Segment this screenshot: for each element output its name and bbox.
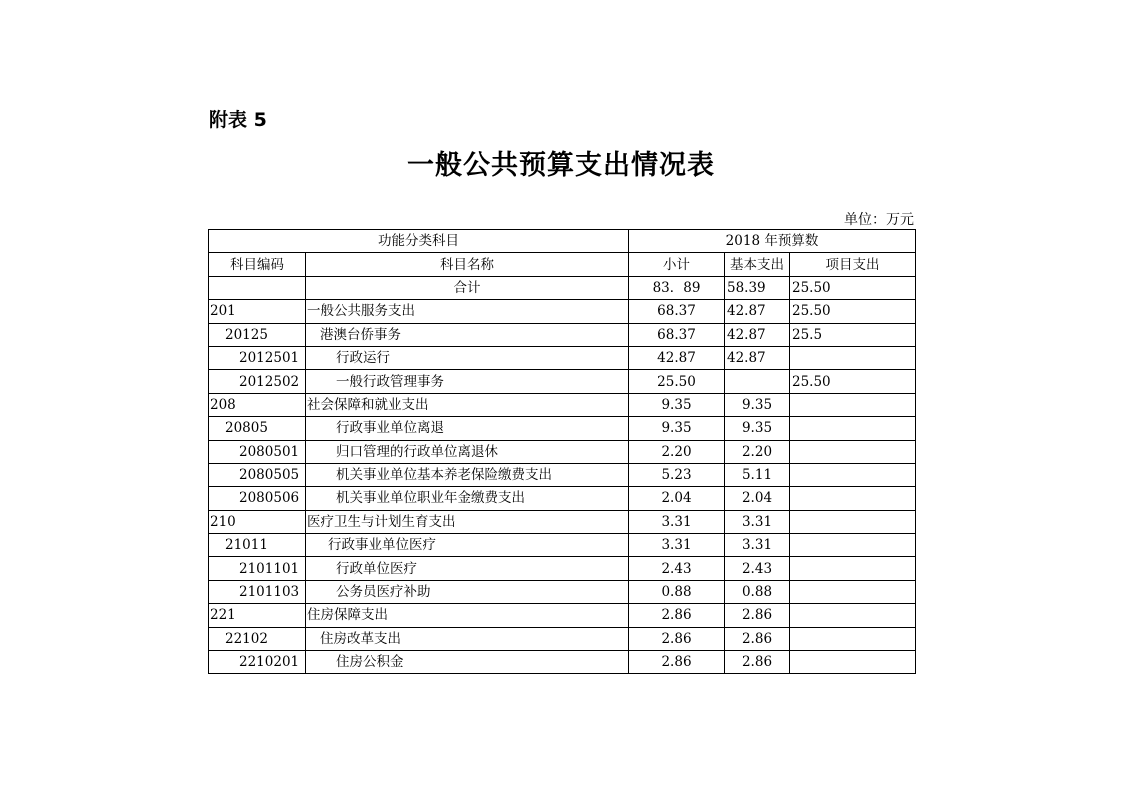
cell-basic	[725, 370, 790, 393]
table-row	[209, 463, 916, 486]
cell-code: 21011	[209, 534, 306, 557]
cell-name: 港澳台侨事务	[306, 323, 629, 346]
cell-name: 行政单位医疗	[306, 557, 629, 580]
cell-project	[790, 417, 916, 440]
cell-project	[790, 487, 916, 510]
cell-subtotal: 2.86	[629, 651, 725, 674]
cell-name: 公务员医疗补助	[306, 580, 629, 603]
cell-basic: 2.20	[725, 440, 790, 463]
cell-project	[790, 604, 916, 627]
table-row	[209, 440, 916, 463]
cell-name: 医疗卫生与计划生育支出	[306, 510, 629, 533]
cell-basic: 42.87	[725, 300, 790, 323]
cell-name: 社会保障和就业支出	[306, 393, 629, 416]
cell-code: 2012501	[209, 346, 306, 369]
cell-subtotal: 2.86	[629, 604, 725, 627]
cell-code: 2080506	[209, 487, 306, 510]
cell-name: 行政事业单位离退	[306, 417, 629, 440]
cell-subtotal: 0.88	[629, 580, 725, 603]
cell-basic: 58.39	[725, 276, 790, 299]
cell-code: 2101101	[209, 557, 306, 580]
cell-subtotal: 5.23	[629, 463, 725, 486]
cell-subtotal: 2.04	[629, 487, 725, 510]
cell-subtotal: 3.31	[629, 510, 725, 533]
cell-name: 行政事业单位医疗	[306, 534, 629, 557]
cell-name: 一般公共服务支出	[306, 300, 629, 323]
cell-code: 221	[209, 604, 306, 627]
table-row	[209, 651, 916, 674]
cell-basic: 42.87	[725, 346, 790, 369]
cell-subtotal: 2.43	[629, 557, 725, 580]
cell-code: 22102	[209, 627, 306, 650]
cell-basic: 2.43	[725, 557, 790, 580]
table-row	[209, 393, 916, 416]
table-row	[209, 510, 916, 533]
cell-project: 25.50	[790, 300, 916, 323]
unit-label: 单位：万元	[844, 212, 914, 228]
cell-basic: 2.04	[725, 487, 790, 510]
cell-subtotal: 42.87	[629, 346, 725, 369]
cell-name: 合计	[306, 276, 629, 299]
group-header-budget-year: 2018 年预算数	[629, 230, 916, 253]
cell-basic: 2.86	[725, 627, 790, 650]
cell-subtotal: 2.86	[629, 627, 725, 650]
table-row	[209, 557, 916, 580]
cell-subtotal: 3.31	[629, 534, 725, 557]
cell-subtotal: 25.50	[629, 370, 725, 393]
cell-project	[790, 651, 916, 674]
page-title: 一般公共预算支出情况表	[407, 150, 715, 181]
column-header-subtotal: 小计	[629, 253, 725, 276]
cell-project	[790, 627, 916, 650]
cell-basic: 2.86	[725, 604, 790, 627]
table-column-header-row	[209, 253, 916, 276]
table-row	[209, 417, 916, 440]
cell-subtotal: 2.20	[629, 440, 725, 463]
cell-name: 机关事业单位职业年金缴费支出	[306, 487, 629, 510]
cell-code: 2210201	[209, 651, 306, 674]
budget-table	[208, 229, 916, 674]
table-row	[209, 580, 916, 603]
group-header-functional-category: 功能分类科目	[209, 230, 629, 253]
cell-code: 2080505	[209, 463, 306, 486]
cell-basic: 3.31	[725, 534, 790, 557]
cell-project	[790, 346, 916, 369]
cell-project	[790, 557, 916, 580]
cell-basic: 42.87	[725, 323, 790, 346]
column-header-code: 科目编码	[209, 253, 306, 276]
table-row	[209, 300, 916, 323]
cell-project	[790, 534, 916, 557]
cell-project	[790, 463, 916, 486]
cell-basic: 3.31	[725, 510, 790, 533]
cell-project	[790, 580, 916, 603]
table-row	[209, 534, 916, 557]
cell-name: 机关事业单位基本养老保险缴费支出	[306, 463, 629, 486]
table-row	[209, 276, 916, 299]
column-header-project: 项目支出	[790, 253, 916, 276]
cell-project	[790, 510, 916, 533]
cell-project: 25.5	[790, 323, 916, 346]
cell-code: 2080501	[209, 440, 306, 463]
column-header-basic: 基本支出	[725, 253, 790, 276]
cell-code: 2101103	[209, 580, 306, 603]
table-row	[209, 346, 916, 369]
cell-subtotal: 68.37	[629, 300, 725, 323]
cell-basic: 9.35	[725, 393, 790, 416]
cell-code: 2012502	[209, 370, 306, 393]
cell-project: 25.50	[790, 276, 916, 299]
table-group-header-row	[209, 230, 916, 253]
cell-basic: 5.11	[725, 463, 790, 486]
cell-code: 20805	[209, 417, 306, 440]
table-row	[209, 627, 916, 650]
table-row	[209, 487, 916, 510]
cell-basic: 2.86	[725, 651, 790, 674]
cell-subtotal: 9.35	[629, 417, 725, 440]
cell-code: 208	[209, 393, 306, 416]
cell-name: 住房保障支出	[306, 604, 629, 627]
cell-name: 一般行政管理事务	[306, 370, 629, 393]
column-header-name: 科目名称	[306, 253, 629, 276]
appendix-label: 附表 5	[209, 109, 267, 131]
table-row	[209, 370, 916, 393]
cell-code: 201	[209, 300, 306, 323]
cell-code	[209, 276, 306, 299]
cell-name: 归口管理的行政单位离退休	[306, 440, 629, 463]
cell-code: 210	[209, 510, 306, 533]
cell-subtotal: 9.35	[629, 393, 725, 416]
cell-basic: 9.35	[725, 417, 790, 440]
cell-subtotal: 68.37	[629, 323, 725, 346]
cell-code: 20125	[209, 323, 306, 346]
cell-name: 住房公积金	[306, 651, 629, 674]
cell-name: 住房改革支出	[306, 627, 629, 650]
cell-project	[790, 393, 916, 416]
table-row	[209, 604, 916, 627]
cell-project: 25.50	[790, 370, 916, 393]
cell-basic: 0.88	[725, 580, 790, 603]
table-row	[209, 323, 916, 346]
cell-project	[790, 440, 916, 463]
cell-name: 行政运行	[306, 346, 629, 369]
cell-subtotal: 83．89	[629, 276, 725, 299]
